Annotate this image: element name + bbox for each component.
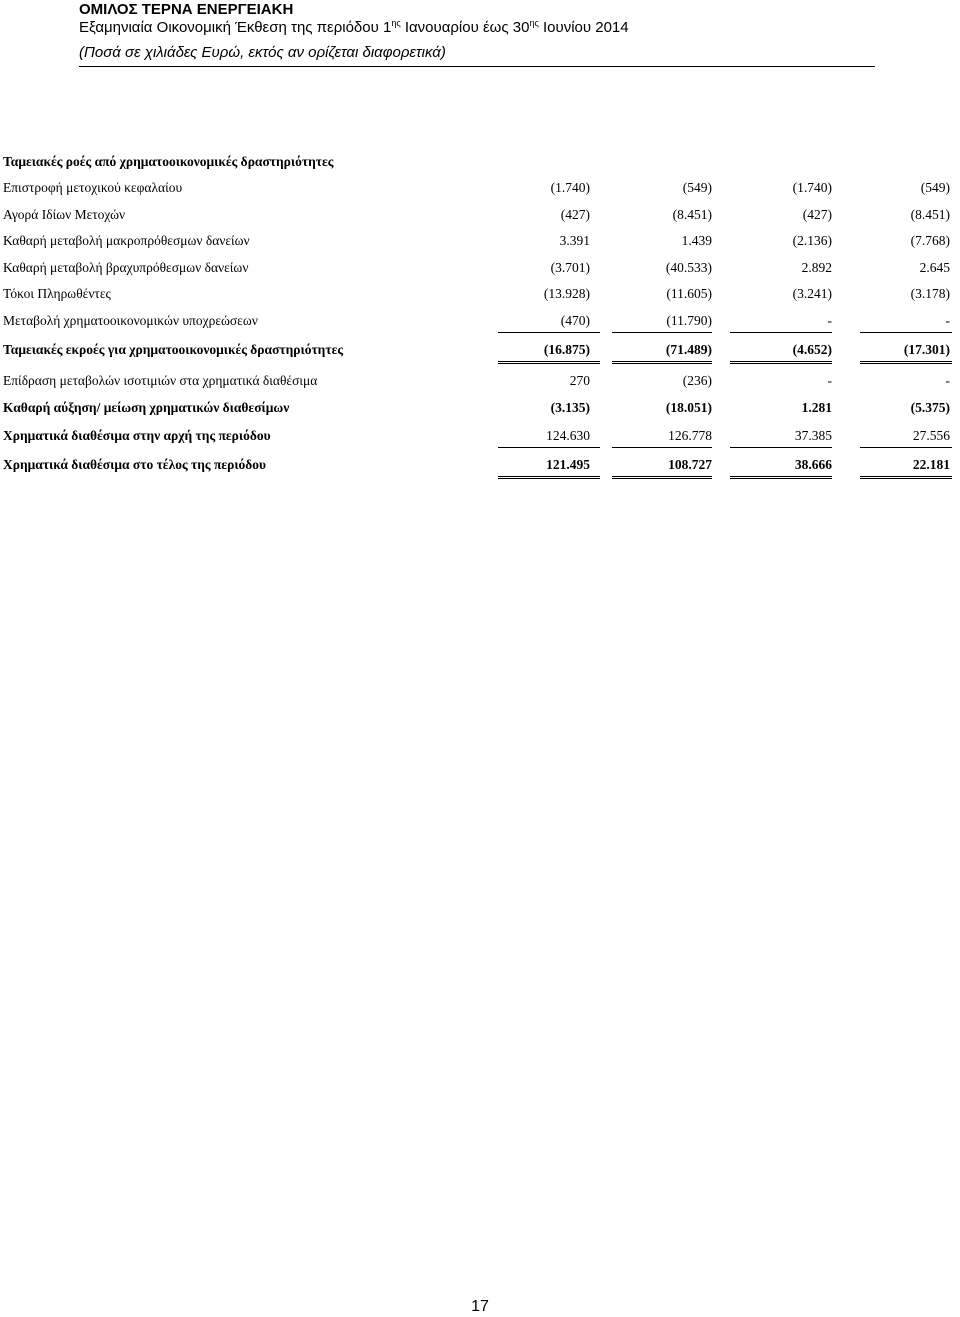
subtotal-underline bbox=[730, 332, 832, 333]
value-cell: (11.605) bbox=[666, 286, 712, 301]
value-cell: - bbox=[945, 313, 950, 328]
value-cell: (7.768) bbox=[910, 233, 950, 248]
value-cell: (1.740) bbox=[550, 180, 590, 195]
total-double-underline bbox=[730, 476, 832, 482]
company-name: ΟΜΙΛΟΣ ΤΕΡΝΑ ΕΝΕΡΓΕΙΑΚΗ bbox=[79, 1, 294, 18]
value-cell: - bbox=[827, 313, 832, 328]
value-cell: (8.451) bbox=[910, 207, 950, 222]
total-double-underline bbox=[498, 476, 600, 482]
section-title-row bbox=[0, 154, 960, 174]
table-row bbox=[0, 313, 960, 333]
units-note: (Ποσά σε χιλιάδες Ευρώ, εκτός αν ορίζεται διαφορετικά) bbox=[79, 44, 446, 61]
value-cell: (427) bbox=[802, 207, 832, 222]
total-double-underline bbox=[860, 476, 952, 482]
value-cell: 108.727 bbox=[668, 457, 712, 472]
table-row bbox=[0, 207, 960, 227]
row-label: Τόκοι Πληρωθέντες bbox=[3, 286, 111, 301]
row-label: Χρηματικά διαθέσιμα στην αρχή της περιόδου bbox=[3, 428, 271, 443]
table-row bbox=[0, 180, 960, 200]
header-rule bbox=[79, 66, 875, 67]
row-label: Επίδραση μεταβολών ισοτιμιών στα χρηματικά διαθέσιμα bbox=[3, 373, 318, 388]
section-title: Ταμειακές ροές από χρηματοοικονομικές δραστηριότητες bbox=[3, 154, 334, 169]
value-cell: (3.241) bbox=[792, 286, 832, 301]
value-cell: (2.136) bbox=[792, 233, 832, 248]
value-cell: 121.495 bbox=[546, 457, 590, 472]
value-cell: - bbox=[827, 373, 832, 388]
table-row bbox=[0, 342, 960, 362]
table-row bbox=[0, 373, 960, 393]
value-cell: (17.301) bbox=[903, 342, 950, 357]
row-label: Καθαρή μεταβολή βραχυπρόθεσμων δανείων bbox=[3, 260, 249, 275]
value-cell: 3.391 bbox=[559, 233, 590, 248]
total-double-underline bbox=[730, 361, 832, 367]
value-cell: (549) bbox=[920, 180, 950, 195]
report-subtitle: Εξαμηνιαία Οικονομική Έκθεση της περιόδου $1^{\eta\varsigma}$ Ιανουαρίου έως $30^{\eta\varsigma}$ Ιουνίου 2014 bbox=[79, 18, 629, 36]
table-row bbox=[0, 233, 960, 253]
value-cell: - bbox=[945, 373, 950, 388]
row-label: Ταμειακές εκροές για χρηματοοικονομικές δραστηριότητες bbox=[3, 342, 344, 357]
value-cell: 22.181 bbox=[912, 457, 950, 472]
total-double-underline bbox=[612, 476, 712, 482]
value-cell: (236) bbox=[682, 373, 712, 388]
value-cell: (470) bbox=[560, 313, 590, 328]
value-cell: (549) bbox=[682, 180, 712, 195]
table-row bbox=[0, 457, 960, 477]
value-cell: (3.178) bbox=[910, 286, 950, 301]
subtotal-underline bbox=[498, 332, 600, 333]
row-label: Καθαρή μεταβολή μακροπρόθεσμων δανείων bbox=[3, 233, 250, 248]
value-cell: (40.533) bbox=[665, 260, 712, 275]
value-cell: 124.630 bbox=[546, 428, 590, 443]
subtotal-underline bbox=[612, 332, 712, 333]
total-double-underline bbox=[612, 361, 712, 367]
subtotal-underline bbox=[612, 447, 712, 448]
subtotal-underline bbox=[730, 447, 832, 448]
table-row bbox=[0, 286, 960, 306]
row-label: Αγορά Ιδίων Μετοχών bbox=[3, 207, 126, 222]
table-row bbox=[0, 428, 960, 448]
value-cell: 1.281 bbox=[801, 400, 832, 415]
total-double-underline bbox=[498, 361, 600, 367]
row-label: Επιστροφή μετοχικού κεφαλαίου bbox=[3, 180, 183, 195]
subtotal-underline bbox=[860, 447, 952, 448]
value-cell: 1.439 bbox=[681, 233, 712, 248]
value-cell: 126.778 bbox=[668, 428, 712, 443]
row-label: Μεταβολή χρηματοοικονομικών υποχρεώσεων bbox=[3, 313, 258, 328]
value-cell: (13.928) bbox=[543, 286, 590, 301]
value-cell: (3.701) bbox=[550, 260, 590, 275]
value-cell: (5.375) bbox=[910, 400, 950, 415]
row-label: Καθαρή αύξηση/ μείωση χρηματικών διαθεσίμων bbox=[3, 400, 290, 415]
table-row bbox=[0, 260, 960, 280]
row-label: Χρηματικά διαθέσιμα στο τέλος της περιόδου bbox=[3, 457, 267, 472]
value-cell: (8.451) bbox=[672, 207, 712, 222]
value-cell: (4.652) bbox=[792, 342, 832, 357]
total-double-underline bbox=[860, 361, 952, 367]
value-cell: (11.790) bbox=[666, 313, 712, 328]
value-cell: (427) bbox=[560, 207, 590, 222]
value-cell: 27.556 bbox=[912, 428, 950, 443]
subtotal-underline bbox=[860, 332, 952, 333]
value-cell: (71.489) bbox=[665, 342, 712, 357]
value-cell: 2.645 bbox=[919, 260, 950, 275]
value-cell: 270 bbox=[569, 373, 590, 388]
value-cell: (1.740) bbox=[792, 180, 832, 195]
value-cell: (16.875) bbox=[543, 342, 590, 357]
subtotal-underline bbox=[498, 447, 600, 448]
value-cell: (3.135) bbox=[550, 400, 590, 415]
value-cell: 2.892 bbox=[801, 260, 832, 275]
value-cell: (18.051) bbox=[665, 400, 712, 415]
value-cell: 37.385 bbox=[794, 428, 832, 443]
table-row bbox=[0, 400, 960, 420]
page-number: 17 bbox=[471, 1298, 489, 1315]
value-cell: 38.666 bbox=[794, 457, 832, 472]
